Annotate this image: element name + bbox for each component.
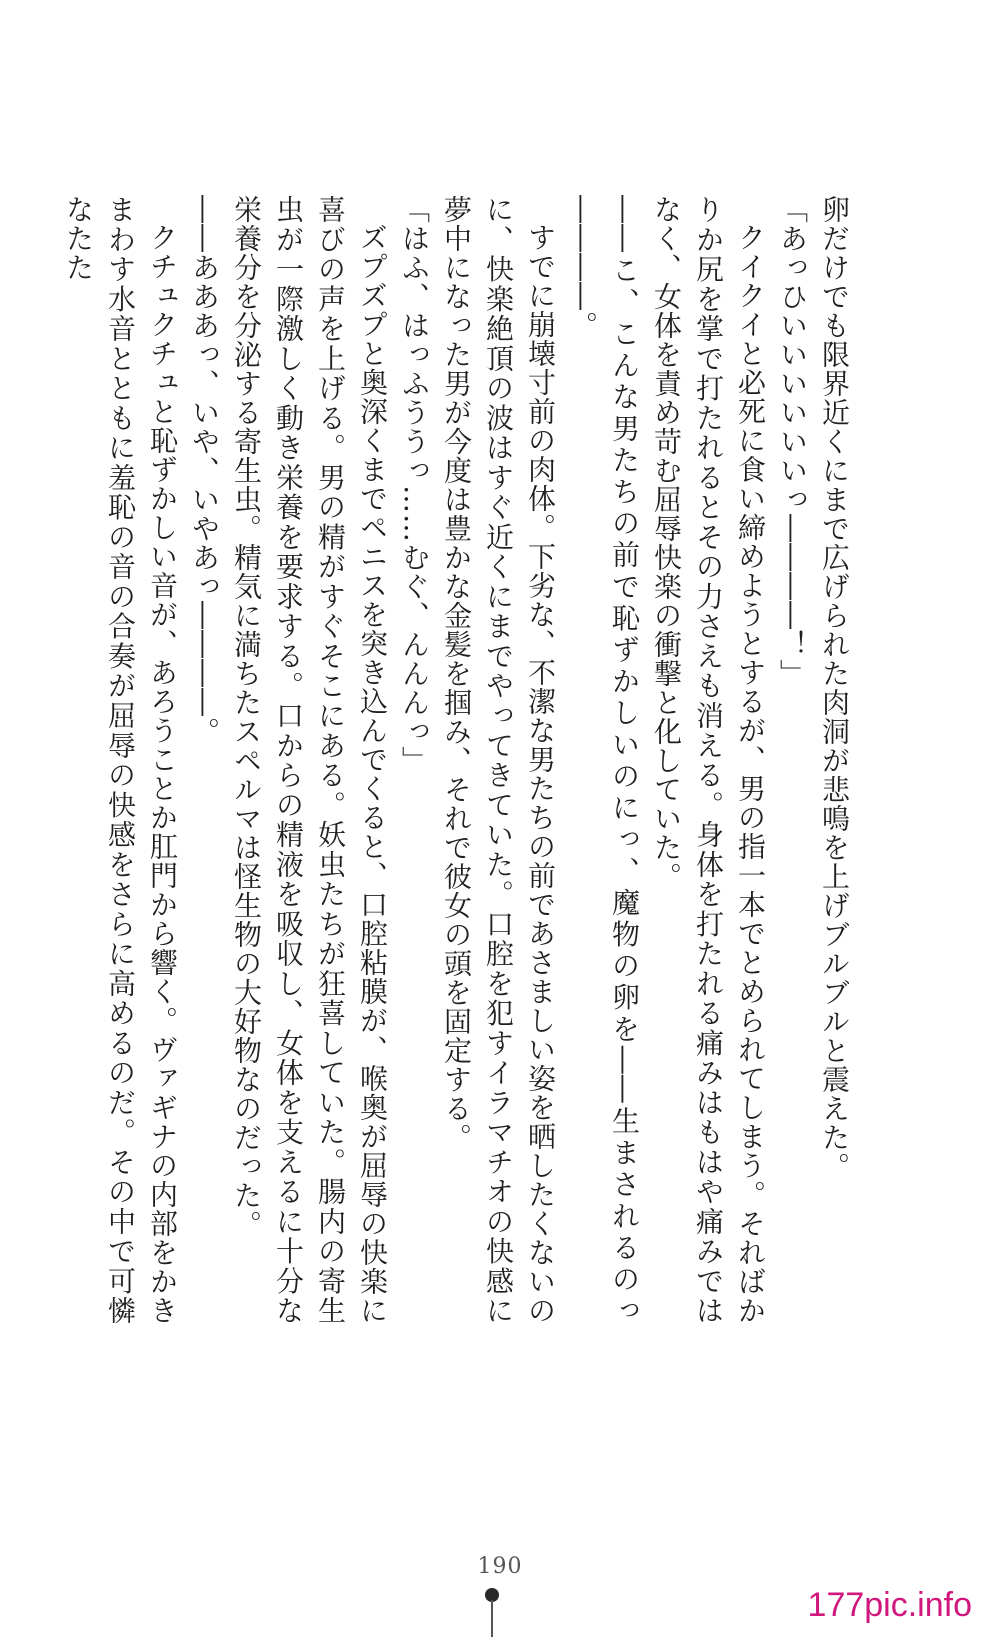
vertical-body-text (62, 195, 855, 1325)
page-marker-line (491, 1600, 493, 1637)
paragraph-6: 「はふ、はっふううっ……むぐ、んんんっ」 (398, 195, 431, 775)
paragraph-4: ――こ、こんな男たちの前で恥ずかしいのにっ、魔物の卵を――生まされるのっ――――。 (566, 195, 641, 1325)
paragraph-1: 卵だけでも限界近くにまで広げられた肉洞が悲鳴を上げブルブルと震えた。 (818, 195, 851, 1181)
paragraph-8: ――あああっ、いや、いやあっ――――。 (188, 195, 221, 746)
paragraph-5: すでに崩壊寸前の肉体。下劣な、不潔な男たちの前であさましい姿を晒したくないのに、快楽絶頂の波はすぐ近くにまでやってきていた。口腔を犯すイラマチオの快感に夢中になった男が今度は豊かな金髪を掴み、それで彼女の頭を固定する。 (440, 195, 557, 1325)
paragraph-2: 「あっひいいいいいいっ――――！」 (776, 195, 809, 688)
watermark-text: 177pic.info (807, 1586, 972, 1624)
paragraph-7: ズプズプと奥深くまでペニスを突き込んでくると、口腔粘膜が、喉奥が屈辱の快楽に喜びの声を上げる。男の精がすぐそこにある。妖虫たちが狂喜していた。腸内の寄生虫が一際激しく動き栄養を要求する。口からの精液を吸収し、女体を支えるに十分な栄養分を分泌する寄生虫。精気に満ちたスペルマは怪生物の大好物なのだった。 (230, 195, 389, 1325)
paragraph-3: クイクイと必死に食い締めようとするが、男の指一本でとめられてしまう。そればかりか尻を掌で打たれるとその力さえも消える。身体を打たれる痛みはもはや痛みではなく、女体を責め苛む屈辱快楽の衝撃と化していた。 (650, 195, 767, 1325)
page-number: 190 (477, 1554, 523, 1579)
paragraph-9: クチュクチュと恥ずかしい音が、あろうことか肛門から響く。ヴァギナの内部をかきまわす水音とともに羞恥の音の合奏が屈辱の快感をさらに高めるのだ。その中で可憐なたた (62, 195, 179, 1325)
